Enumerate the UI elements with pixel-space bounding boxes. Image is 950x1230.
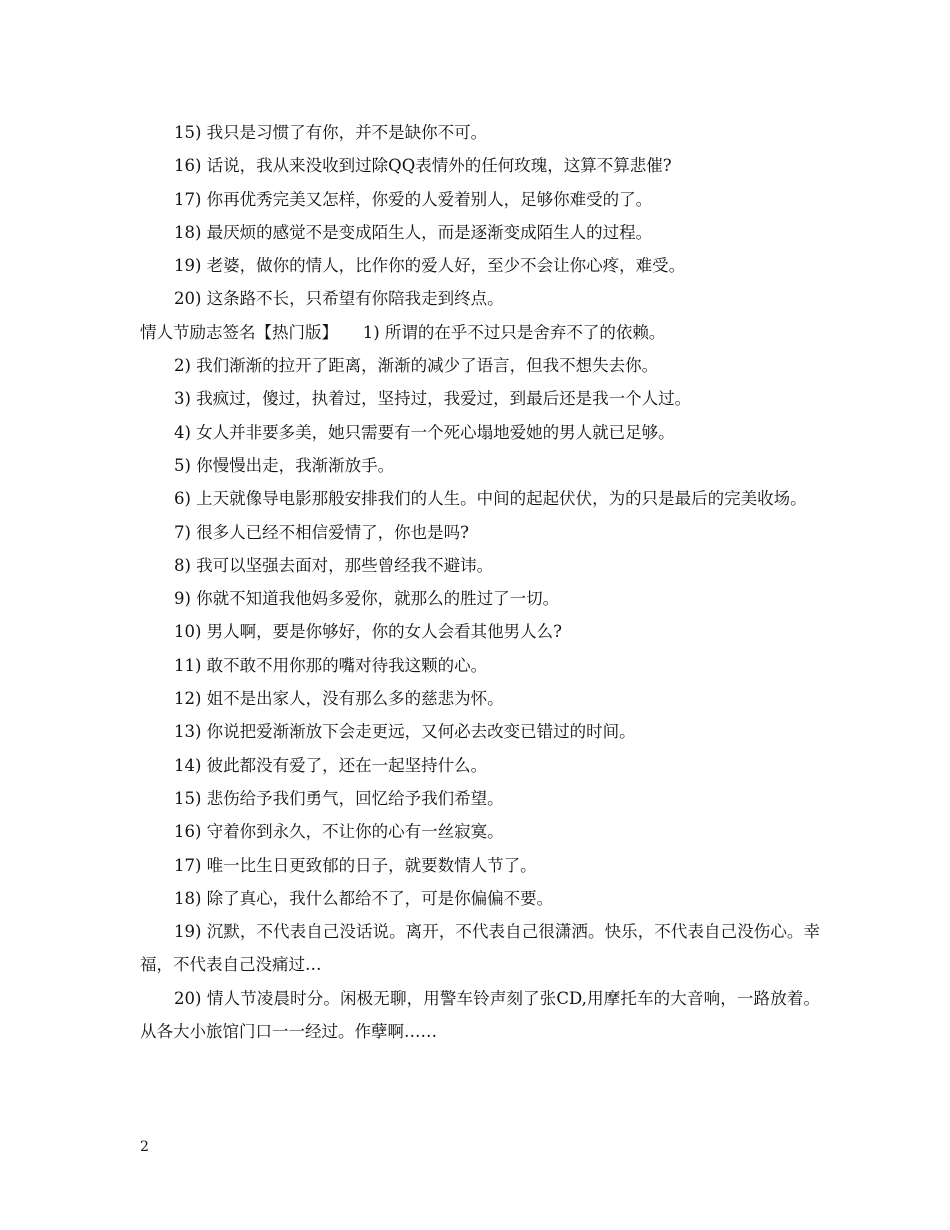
paragraph-13-time: 13) 你说把爱渐渐放下会走更远，又何必去改变已错过的时间。 (174, 722, 636, 742)
paragraph-20-road: 20) 这条路不长，只希望有你陪我走到终点。 (174, 289, 504, 309)
paragraph-11-heart: 11) 敢不敢不用你那的嘴对待我这颗的心。 (174, 655, 488, 675)
paragraph-4-woman: 4) 女人并非要多美，她只需要有一个死心塌地爱她的男人就已足够。 (174, 422, 675, 442)
document-body (140, 116, 820, 1048)
paragraph-16-forever: 16) 守着你到永久，不让你的心有一丝寂寞。 (174, 822, 504, 842)
paragraph-12-compassion: 12) 姐不是出家人，没有那么多的慈悲为怀。 (174, 689, 504, 709)
paragraph-18-strangers: 18) 最厌烦的感觉不是变成陌生人，而是逐渐变成陌生人的过程。 (174, 222, 653, 242)
paragraph-6-movie: 6) 上天就像导电影那般安排我们的人生。中间的起起伏伏，为的只是最后的完美收场。 (174, 489, 807, 509)
paragraph-2-distance: 2) 我们渐渐的拉开了距离，渐渐的减少了语言，但我不想失去你。 (174, 356, 659, 376)
paragraph-20-dawn: 20) 情人节凌晨时分。闲极无聊，用警车铃声刻了张CD,用摩托车的大音响，一路放着。从各大小旅馆门口一一经过。作孽啊…… (140, 988, 820, 1042)
section-heading-paragraph-1: 情人节励志签名【热门版】 1) 所谓的在乎不过只是舍弃不了的依赖。 (140, 322, 666, 342)
paragraph-5-let-go: 5) 你慢慢出走，我渐渐放手。 (174, 455, 395, 475)
paragraph-19-wife: 19) 老婆，做你的情人，比作你的爱人好，至少不会让你心疼，难受。 (174, 256, 686, 276)
paragraph-9-love: 9) 你就不知道我他妈多爱你，就那么的胜过了一切。 (174, 589, 560, 609)
paragraph-10-man: 10) 男人啊，要是你够好，你的女人会看其他男人么? (174, 622, 563, 642)
paragraph-3-crazy: 3) 我疯过，傻过，执着过，坚持过，我爱过，到最后还是我一个人过。 (174, 389, 692, 409)
paragraph-17-valentine: 17) 唯一比生日更致郁的日子，就要数情人节了。 (174, 855, 537, 875)
page-number: 2 (140, 1139, 149, 1155)
paragraph-16-roses: 16) 话说，我从来没收到过除QQ表情外的任何玫瑰，这算不算悲催? (174, 156, 672, 176)
paragraph-18-sincere: 18) 除了真心，我什么都给不了，可是你偏偏不要。 (174, 888, 554, 908)
paragraph-7-believe: 7) 很多人已经不相信爱情了，你也是吗? (174, 522, 470, 542)
paragraph-14-together: 14) 彼此都没有爱了，还在一起坚持什么。 (174, 755, 488, 775)
paragraph-19-silence: 19) 沉默，不代表自己没话说。离开，不代表自己很潇洒。快乐，不代表自己没伤心。幸福，不代表自己没痛过… (140, 922, 820, 975)
paragraph-15-sadness: 15) 悲伤给予我们勇气，回忆给予我们希望。 (174, 788, 504, 808)
paragraph-15-habit: 15) 我只是习惯了有你，并不是缺你不可。 (174, 123, 488, 142)
paragraph-17-perfect: 17) 你再优秀完美又怎样，你爱的人爱着别人，足够你难受的了。 (174, 189, 653, 209)
paragraph-8-strong: 8) 我可以坚强去面对，那些曾经我不避讳。 (174, 555, 494, 575)
